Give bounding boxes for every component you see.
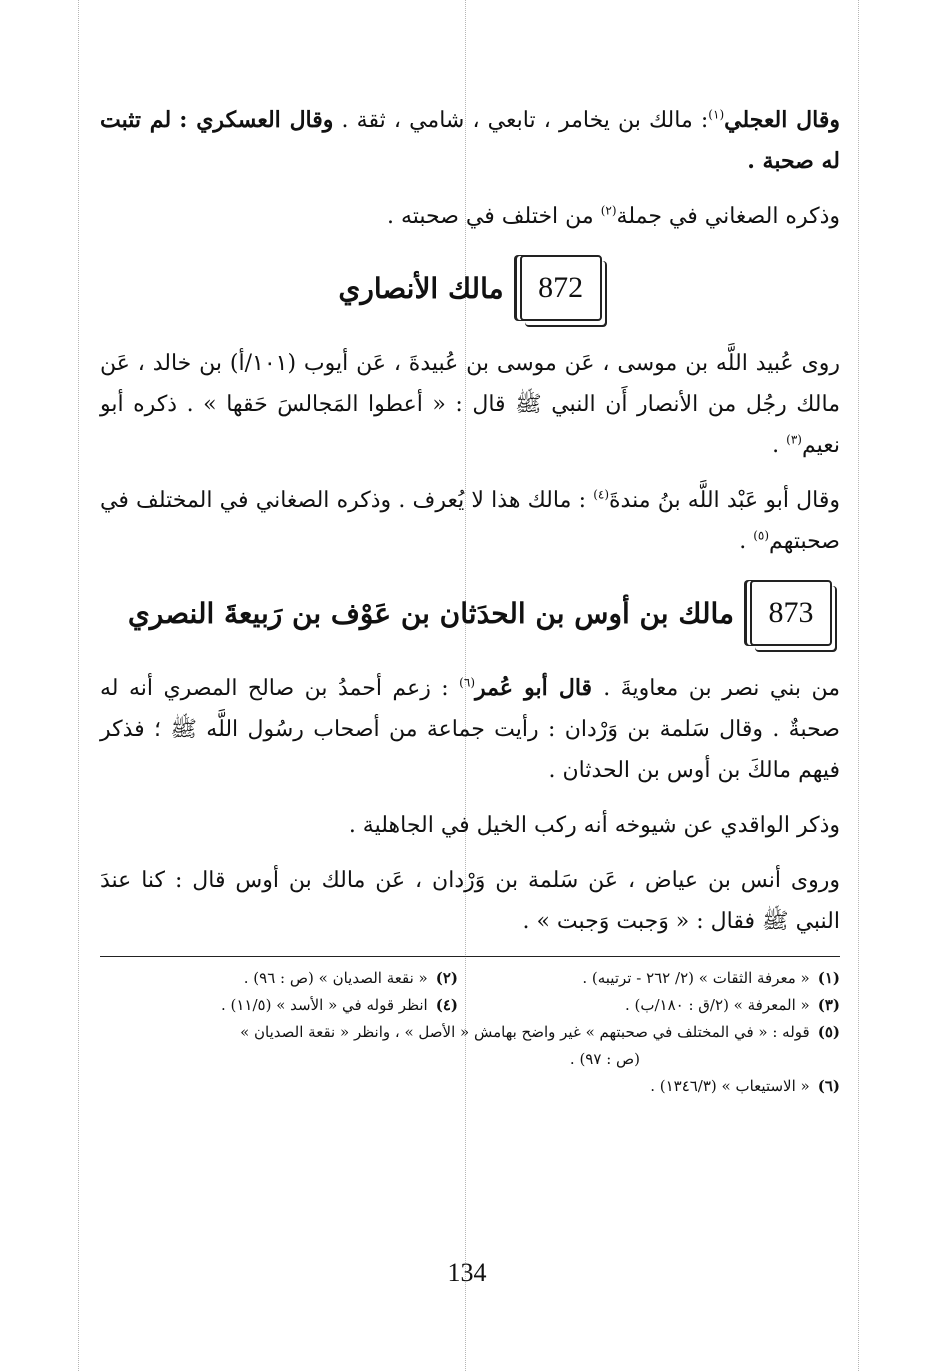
footnotes-grid (100, 965, 840, 1019)
footnote-3 (482, 992, 840, 1019)
footnote-6 (100, 1073, 840, 1100)
entry-number-box: 873 (750, 580, 832, 646)
paragraph-5 (100, 668, 840, 791)
entry-heading-873 (100, 580, 840, 646)
text: : زعم أحمدُ بن صالح المصري أنه له صحبةٌ . وقال سَلمة بن وَرْدان : رأيت جماعة من أصحاب رسُول اللَّه ﷺ ؛ فذكر فيهم مالكَ بن أوس بن الحدثان . (100, 676, 840, 783)
entry-title: مالك الأنصاري (338, 271, 504, 305)
text: من اختلف في صحبته . (386, 204, 601, 229)
footnote-text: « المعرفة » (٢/ق : ١٨٠/ب) . (624, 996, 810, 1014)
paragraph-7 (100, 860, 840, 942)
page-body (100, 100, 840, 1100)
footnote-4 (100, 992, 458, 1019)
text-bold: لم تثبت له صحبة . (100, 107, 840, 174)
footnote-number: (٥) (817, 1023, 840, 1041)
footnote-text: انظر قوله في « الأسد » (١١/٥) . (220, 996, 428, 1014)
footnote-number: (٦) (817, 1077, 840, 1095)
speaker-abu-umar: قال أبو عُمر (475, 675, 604, 701)
entry-number-box: 872 (520, 255, 602, 321)
footnote-text: « معرفة الثقات » (٢/ ٢٦٢ - ترتيبه) . (582, 969, 810, 987)
footnote-5 (100, 1019, 840, 1046)
footnote-divider (100, 956, 840, 957)
footnote-text: « الاستيعاب » (١٣٤٦/٣) . (650, 1077, 810, 1095)
footnote-number: (٤) (435, 996, 458, 1014)
footnote-ref-3[interactable]: (٣) (786, 432, 802, 447)
margin-guide-left (78, 0, 79, 1371)
text: روى عُبيد اللَّه بن موسى ، عَن موسى بن عُبيدةَ ، عَن أيوب (١٠١/أ) بن خالد ، عَن مالك رجُل من الأنصار أَن النبي ﷺ قال : « أعطوا المَجالسَ حَقها » . ذكره أبو نعيم (100, 351, 840, 458)
footnote-ref-1[interactable]: (١) (708, 107, 725, 122)
footnote-ref-6[interactable]: (٦) (459, 675, 475, 690)
text: : مالك بن يخامر ، تابعي ، شامي ، ثقة . (341, 108, 709, 133)
speaker-ijli: وقال العجلي (724, 107, 840, 133)
margin-guide-right (858, 0, 859, 1371)
speaker-askari: وقال العسكري : (179, 107, 334, 133)
text: وذكر الواقدي عن شيوخه أنه ركب الخيل في الجاهلية . (348, 813, 840, 838)
paragraph-3 (100, 343, 840, 466)
paragraph-6 (100, 805, 840, 846)
footnote-number: (٣) (817, 996, 840, 1014)
footnote-1 (482, 965, 840, 992)
text: . (772, 433, 787, 458)
footnote-5-continuation: (ص : ٩٧) . (569, 1050, 640, 1068)
entry-heading-872 (100, 255, 840, 321)
footnote-text: قوله : « في المختلف في صحبتهم » غير واضح بهامش « الأصل » ، وانظر « نقعة الصديان » (240, 1023, 810, 1041)
entry-title: مالك بن أوس بن الحدَثان بن عَوْف بن رَبيعةَ النصري (127, 596, 734, 630)
page-number: 134 (447, 1258, 487, 1287)
text: وذكره الصغاني في جملة (616, 204, 840, 229)
footnote-ref-5[interactable]: (٥) (753, 528, 770, 543)
text: وقال أبو عَبْد اللَّه بنُ مندةَ (609, 488, 841, 513)
footnote-ref-4[interactable]: (٤) (593, 487, 610, 502)
paragraph-4 (100, 480, 840, 562)
footnote-number: (٢) (435, 969, 458, 987)
footnote-number: (١) (817, 969, 840, 987)
text: . (739, 529, 754, 554)
paragraph-2 (100, 196, 840, 237)
paragraph-1 (100, 100, 840, 182)
text: من بني نصر بن معاويةَ . (603, 676, 840, 701)
footnote-ref-2[interactable]: (٢) (600, 203, 617, 218)
text: : مالك هذا لا يُعرف . وذكره الصغاني في المختلف في صحبتهم (100, 488, 840, 554)
footnote-2 (100, 965, 458, 992)
text: وروى أنس بن عياض ، عَن سَلمة بن وَرْدان ، عَن مالك بن أوس قال : كنا عندَ النبي ﷺ فقال : « وَجبت وَجبت » . (100, 868, 840, 934)
footnote-text: « نقعة الصديان » (ص : ٩٦) . (243, 969, 428, 987)
